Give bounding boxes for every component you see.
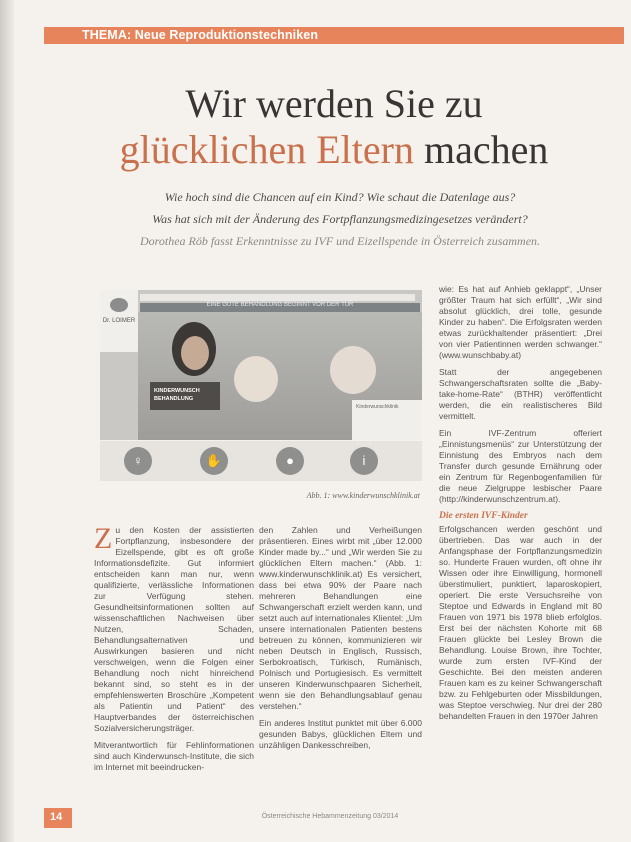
- page-number: 14: [50, 811, 63, 823]
- website-nav-bar: [140, 294, 415, 301]
- deck-line-1: Wie hoch sind die Chancen auf ein Kind? Wie schaut die Datenlage aus?: [164, 190, 516, 204]
- page-number-box: [44, 808, 72, 828]
- page-spine-shadow: [0, 0, 14, 842]
- clinic-logo: [100, 290, 138, 352]
- website-cta-box: [150, 382, 220, 410]
- paragraph: Ein IVF-Zentrum offeriert „Einnistungsmenüs“ zur Unterstützung der Einnistung des Embryos nach dem Transfer durch gesunde Ernährung oder ein Zentrum für Regenbogenfamilien für die neue Zielgruppe lesbischer Paare (http://kinderwunschzentrum.at).: [439, 428, 602, 504]
- clinic-logo-text: Dr. LOIMER: [102, 318, 136, 324]
- deck-author-line: Dorothea Röb fasst Erkenntnisse zu IVF und Eizellspende in Österreich zusammen.: [139, 234, 541, 248]
- paragraph: wie: Es hat auf Anhieb geklappt“, „Unser größter Traum hat sich erfüllt“, „Wir sind absolut glücklich, drei tolle, gesunde Kinder zu haben“. Die Erfolgsraten werden etwas zurückhaltender präsentiert: „Drei von vier Patientinnen werden schwanger.“ (www.wunschbaby.at): [439, 284, 602, 360]
- topic-label: THEMA: Neue Reproduktionstechniken: [82, 28, 319, 42]
- baby-one: [234, 356, 278, 402]
- paragraph: Mitverantwortlich für Fehlinformationen sind auch Kinderwunsch-Institute, die sich im Internet mit beeindrucken-: [94, 740, 254, 772]
- embryo-icon: ●: [276, 447, 304, 475]
- children-photo: [138, 312, 422, 440]
- child-face: [181, 336, 209, 370]
- section-subhead: Die ersten IVF-Kinder: [439, 511, 528, 521]
- hands-icon: ✋: [200, 447, 228, 475]
- topic-bar: [44, 27, 624, 44]
- paragraph: den Zahlen und Verheißungen präsentieren. Eines wirbt mit „über 12.000 Kinder made by...“ und „Wir werden Sie zu glücklichen Eltern machen.“ (Abb. 1: www.kinderwunschklinik.at) Es versichert, dass bei etwa 90% der Paare nach mehreren Behandlungen eine Schwangerschaft erzielt werden kann, und setzt auch auf internationales Klientel: „Um unsere internationalen Patienten bestens betreuen zu können, kommunizieren wir neben Deutsch in Englisch, Russisch, Serbokroatisch, Türkisch, Rumänisch, Polnisch und Portugiesisch. Es vermittelt unseren Kinderwunschpaaren Sicherheit, wenn sie den Behandlungsablauf genau verstehen.“: [259, 525, 422, 711]
- clinic-logo-mark: [110, 298, 128, 312]
- person-icon: ♀: [124, 447, 152, 475]
- website-icon-row: [100, 441, 422, 481]
- child-girl: [172, 322, 216, 376]
- website-slogan-band: [140, 303, 420, 312]
- website-info-text: Kinderwunschklinik: [356, 404, 399, 410]
- headline-accent: glücklichen Eltern: [119, 127, 414, 172]
- paragraph: [94, 522, 254, 734]
- headline-rest: machen: [423, 127, 549, 172]
- article-column-2: [259, 525, 422, 757]
- article-column-1: [94, 522, 254, 779]
- drop-cap: Z: [94, 522, 113, 555]
- headline-line-1: Wir werden Sie zu: [185, 81, 483, 126]
- figure-caption: Abb. 1: www.kinderwunschklinik.at: [306, 491, 420, 500]
- paragraph: Erfolgschancen werden geschönt und übertrieben. Das war auch in der Anfangsphase der Fortpflanzungsmedizin so. Hunderte Frauen wurden, oft ohne ihr Wissen oder ihre Einwilligung, hormonell überstimuliert, punktiert, laparoskopiert, operiert. Die erste Versuchsreihe von Steptoe und Edwards in England mit 80 Frauen von 1971 bis 1978 blieb erfolglos. Erst bei der nächsten Kohorte mit 68 Frauen glückte bei Lesley Brown die Behandlung. Louise Brown, ihre Tochter, wurde zum ersten IVF-Kind der Geschichte. Bei den meisten anderen Frauen kam es zu keiner Schwangerschaft bzw. zu Fehlgeburten oder Missbildungen, was Steptoe verschwieg. Nur drei der 280 behandelten Frauen in den 1970er Jahren: [439, 524, 602, 721]
- info-icon: i: [350, 447, 378, 475]
- deck-line-2: Was hat sich mit der Änderung des Fortpflanzungsmedizingesetzes verändert?: [152, 212, 528, 226]
- headline-line-2: [44, 128, 624, 172]
- website-cta-text: KINDERWUNSCH BEHANDLUNG: [154, 388, 200, 402]
- website-info-box: [352, 400, 422, 440]
- publication-footer: Österreichische Hebammenzeitung 03/2014: [261, 813, 399, 820]
- website-screenshot-figure: [100, 290, 422, 440]
- baby-two: [330, 346, 376, 394]
- paragraph-text: u den Kosten der assistierten Fortpflanzung, insbesondere der Eizellspende, gibt es oft große Informationsdefizite. Gut informiert entscheiden kann man nur, wenn qualifizierte, verlässliche Informationen zur Verfügung stehen. Gesundheitsinformationen sollten auf wissenschaftlichen Nachweisen über Nutzen, Schaden, Behandlungsalternativen und Auswirkungen basieren und nicht verschweigen, wenn die Folgen einer Behandlung noch nicht hinreichend bekannt sind, so steht es in der empfehlenswerten Broschüre „Kompetent als Patientin und Patient“ des Hauptverbandes der österreichischen Sozialversicherungsträger.: [94, 525, 254, 733]
- paragraph: Ein anderes Institut punktet mit über 6.000 gesunden Babys, glücklichen Eltern und unzähligen Dankesschreiben,: [259, 718, 422, 750]
- website-slogan: EINE GUTE BEHANDLUNG BEGINNT VOR DER TÜR: [206, 302, 354, 308]
- paragraph: Statt der angegebenen Schwangerschaftsraten sollte die „Baby-take-home-Rate“ (BTHR) veröffentlicht werden, die ein realistischeres Bild vermittelt.: [439, 367, 602, 421]
- article-column-3: [439, 284, 602, 728]
